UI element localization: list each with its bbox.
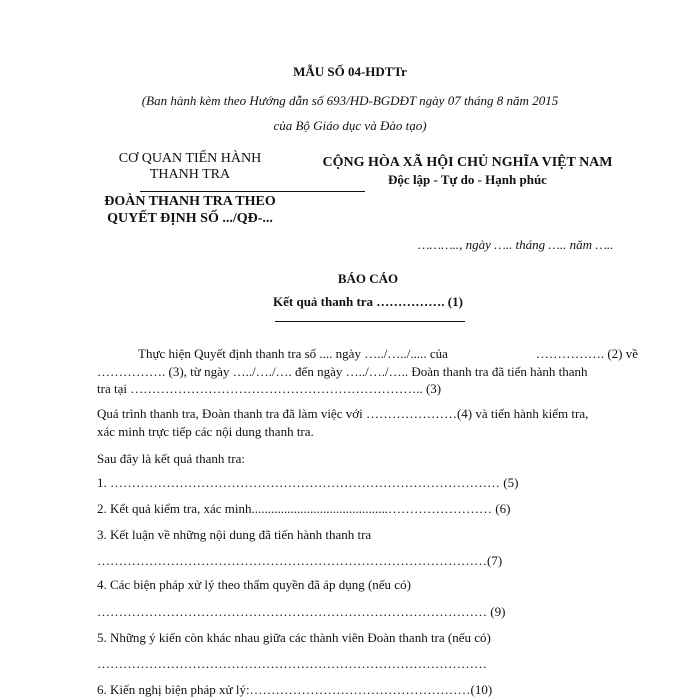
para1-line1-a: Thực hiện Quyết định thanh tra số .... ngày …../…../..... của bbox=[138, 346, 448, 361]
title-underline bbox=[275, 321, 465, 322]
report-title: BÁO CÁO bbox=[337, 271, 399, 286]
result-item-4-label: 4. Các biện pháp xử lý theo thẩm quyền đã áp dụng (nếu có) bbox=[97, 577, 411, 592]
agency-divider bbox=[140, 191, 365, 192]
team-name-line2: QUYẾT ĐỊNH SỐ .../QĐ-... bbox=[107, 211, 273, 226]
para2-line1: Quá trình thanh tra, Đoàn thanh tra đã làm việc với …………………(4) và tiến hành kiểm tra, bbox=[97, 406, 589, 421]
agency-name-line1: CƠ QUAN TIẾN HÀNH bbox=[118, 151, 262, 166]
para1-line2: ……………. (3), từ ngày …../…./…. đến ngày …../…./….. Đoàn thanh tra đã tiến hành thanh bbox=[97, 364, 588, 379]
result-item-3-fill: ………………………………………………………………………………(7) bbox=[97, 553, 503, 568]
national-title: CỘNG HÒA XÃ HỘI CHỦ NGHĨA VIỆT NAM bbox=[322, 155, 613, 170]
result-item-6: 6. Kiến nghị biện pháp xử lý:……………………………………………(10) bbox=[97, 682, 493, 697]
result-item-3-label: 3. Kết luận về những nội dung đã tiến hành thanh tra bbox=[97, 527, 372, 542]
date-line: ……….., ngày ….. tháng ….. năm ….. bbox=[418, 237, 614, 252]
form-code: MẪU SỐ 04-HDTTr bbox=[293, 64, 407, 79]
issuance-note-line1: (Ban hành kèm theo Hướng dẫn số 693/HD-BGDĐT ngày 07 tháng 8 năm 2015 bbox=[141, 93, 559, 108]
para2-line2: xác minh trực tiếp các nội dung thanh tra. bbox=[97, 424, 314, 439]
issuance-note-line2: của Bộ Giáo dục và Đào tạo) bbox=[273, 118, 427, 133]
results-intro: Sau đây là kết quả thanh tra: bbox=[97, 451, 246, 466]
result-item-1: 1. ……………………………………………………………………………… (5) bbox=[97, 475, 519, 490]
result-item-2: 2. Kết quả kiểm tra, xác minh..........................................…………………… (6) bbox=[97, 501, 511, 516]
result-item-5-label: 5. Những ý kiến còn khác nhau giữa các thành viên Đoàn thanh tra (nếu có) bbox=[97, 630, 491, 645]
result-item-5-fill: ……………………………………………………………………………… bbox=[97, 656, 487, 671]
para1-line1-b: ……………. (2) về bbox=[535, 346, 638, 361]
team-name-line1: ĐOÀN THANH TRA THEO bbox=[104, 194, 276, 209]
agency-name-line2: THANH TRA bbox=[149, 167, 231, 182]
result-item-4-fill: ……………………………………………………………………………… (9) bbox=[97, 604, 506, 619]
para1-line3: tra tại ………………………………………………………….. (3) bbox=[97, 381, 442, 396]
national-motto: Độc lập - Tự do - Hạnh phúc bbox=[388, 172, 547, 187]
report-subtitle: Kết quả thanh tra ……………. (1) bbox=[273, 294, 463, 309]
